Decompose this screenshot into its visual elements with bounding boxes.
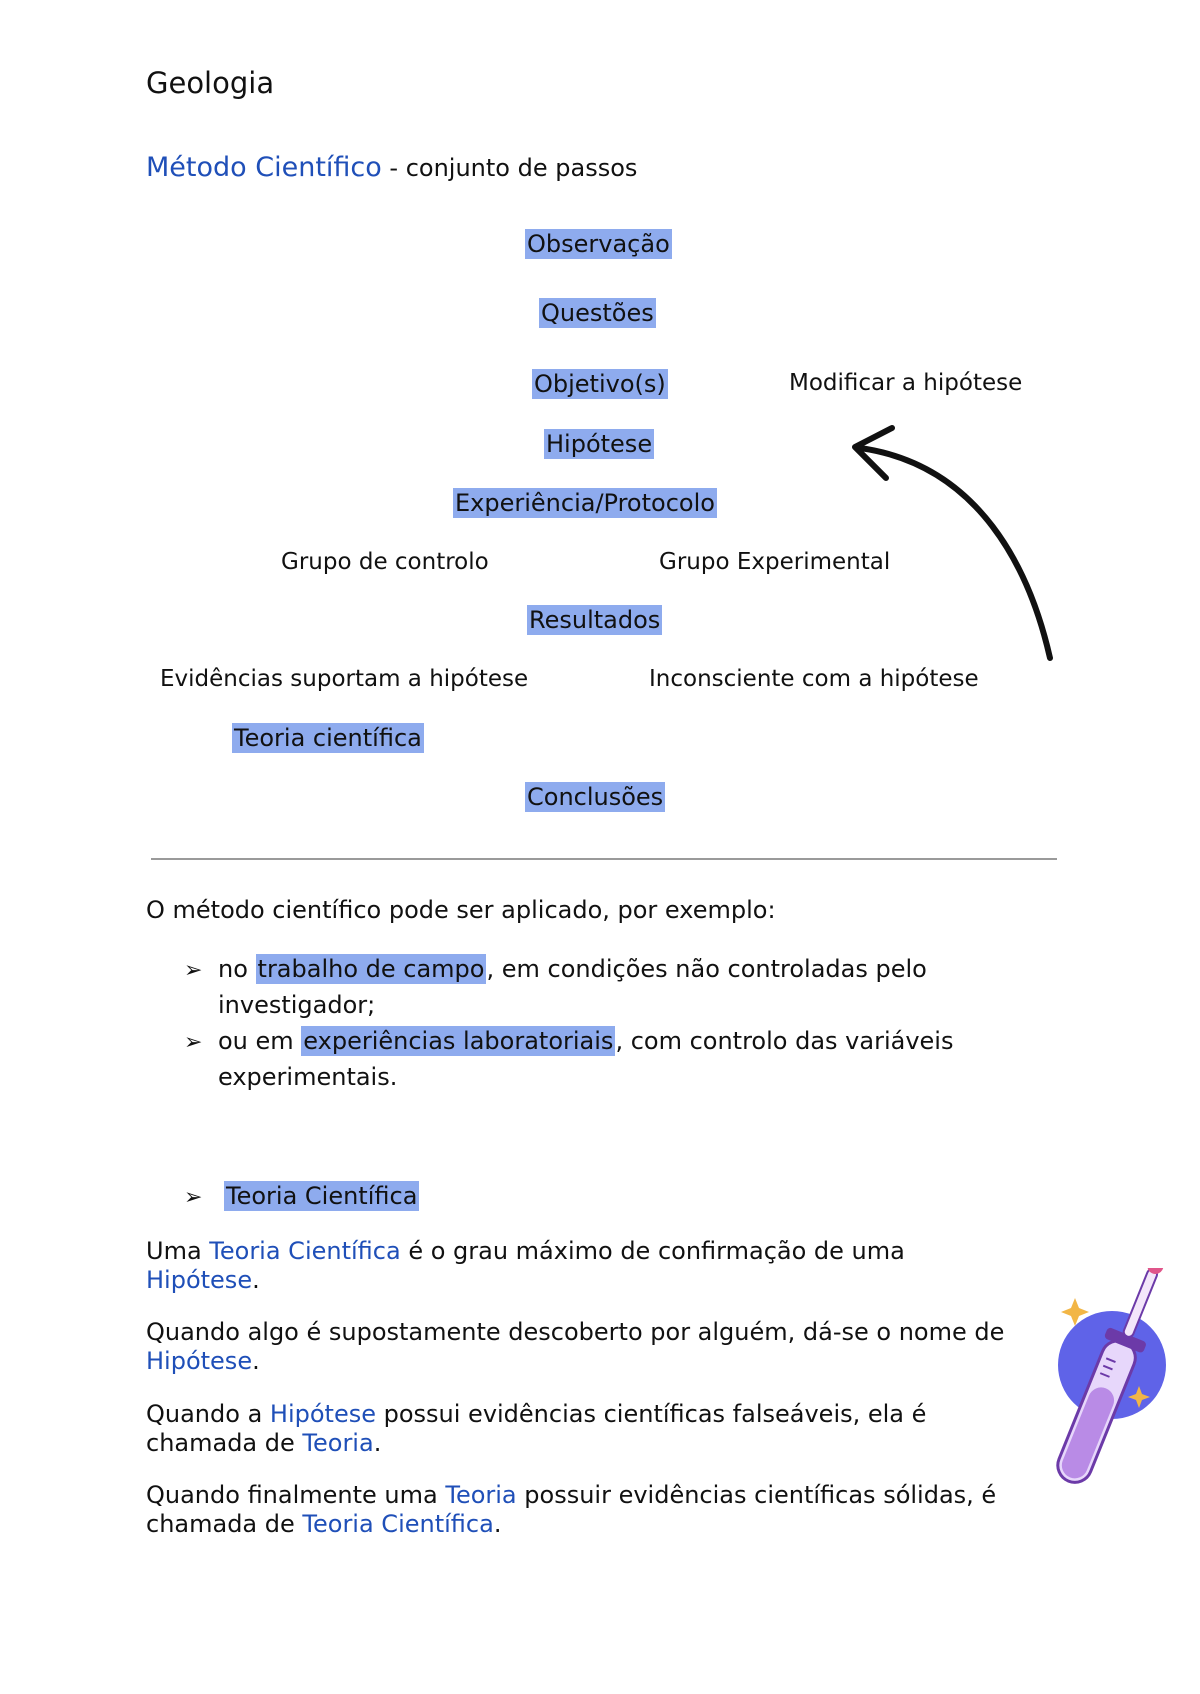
theory-heading: [184, 1178, 419, 1216]
label-grupo-experimental: Grupo Experimental: [659, 549, 891, 575]
arrow-bullet-icon: ➢: [184, 958, 203, 983]
highlight-trabalho-campo: trabalho de campo: [257, 955, 485, 983]
arrow-bullet-icon: ➢: [184, 1185, 203, 1210]
highlight-experiencias: experiências laboratoriais: [303, 1027, 614, 1055]
theory-paragraph-3: Quando a Hipótese possui evidências científicas falseáveis, ela é chamada de Teoria.: [146, 1400, 927, 1457]
theory-heading-text: Teoria Científica: [226, 1182, 418, 1210]
theory-paragraph-1: Uma Teoria Científica é o grau máximo de confirmação de uma Hipótese.: [146, 1237, 905, 1294]
theory-paragraph-4: Quando finalmente uma Teoria possuir evidências científicas sólidas, é chamada de Teoria Científica.: [146, 1481, 997, 1538]
label-modificar-hipotese: Modificar a hipótese: [789, 370, 1023, 396]
step-observacao: Observação: [527, 230, 670, 258]
label-evidencias: Evidências suportam a hipótese: [160, 666, 529, 692]
subtitle-rest: - conjunto de passos: [381, 154, 638, 182]
curved-arrow-icon: [840, 420, 1070, 670]
applied-intro: O método científico pode ser aplicado, por exemplo:: [146, 896, 776, 924]
list-item: ➢ no trabalho de campo, em condições não controladas pelo investigador;: [184, 955, 927, 1019]
arrow-bullet-icon: ➢: [184, 1030, 203, 1055]
section-divider: [151, 858, 1057, 860]
list-item: ➢ ou em experiências laboratoriais, com controlo das variáveis experimentais.: [184, 1027, 954, 1091]
step-teoria: Teoria científica: [234, 724, 422, 752]
theory-paragraph-2: Quando algo é supostamente descoberto por alguém, dá-se o nome de Hipótese.: [146, 1318, 1005, 1375]
test-tube-icon: [1045, 1268, 1175, 1500]
subtitle-highlight: Método Científico: [146, 152, 382, 183]
step-questoes: Questões: [541, 299, 654, 327]
page-title: Geologia: [146, 66, 275, 100]
step-experiencia: Experiência/Protocolo: [455, 489, 715, 517]
label-inconsciente: Inconsciente com a hipótese: [649, 666, 979, 692]
section-subtitle: [146, 152, 637, 183]
step-hipotese: Hipótese: [546, 430, 653, 458]
step-conclusoes: Conclusões: [527, 783, 664, 811]
label-grupo-controlo: Grupo de controlo: [281, 549, 489, 575]
step-objetivos: Objetivo(s): [534, 370, 666, 398]
step-resultados: Resultados: [529, 606, 661, 634]
